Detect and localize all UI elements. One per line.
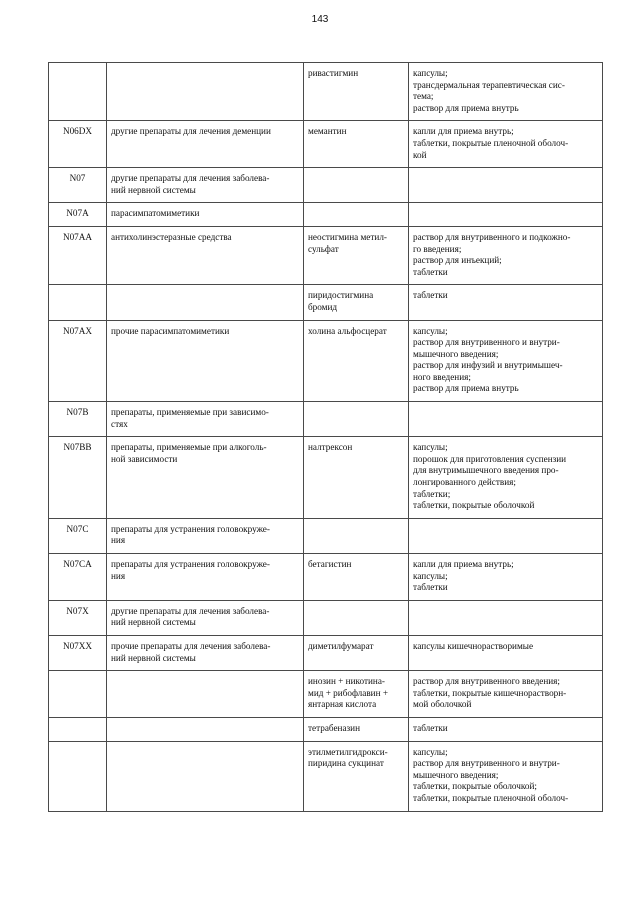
dosage-forms-cell: капсулы кишечнорастворимые xyxy=(409,635,603,670)
drug-name-cell: ривастигмин xyxy=(304,63,409,121)
atc-code-cell: N07CA xyxy=(49,554,107,601)
dosage-forms-cell: капсулы; раствор для внутривенного и внутри- мышечного введения; таблетки, покрытые оболочкой; таблетки, покрытые пленочной оболоч- xyxy=(409,741,603,811)
table-row xyxy=(49,63,603,121)
drug-name-cell xyxy=(304,518,409,553)
drug-name-cell xyxy=(304,402,409,437)
drug-name-cell xyxy=(304,168,409,203)
table-body xyxy=(49,63,603,812)
page-number: 143 xyxy=(311,14,329,25)
group-name-cell: другие препараты для лечения деменции xyxy=(107,121,304,168)
group-name-cell: препараты, применяемые при зависимо- стях xyxy=(107,402,304,437)
table-row xyxy=(49,554,603,601)
drug-name-cell: этилметилгидрокси- пиридина сукцинат xyxy=(304,741,409,811)
table-row xyxy=(49,671,603,718)
atc-code-cell: N07AA xyxy=(49,226,107,284)
table-row xyxy=(49,320,603,402)
drug-name-cell: бетагистин xyxy=(304,554,409,601)
group-name-cell: прочие парасимпатомиметики xyxy=(107,320,304,402)
drug-name-cell xyxy=(304,203,409,227)
group-name-cell: прочие препараты для лечения заболева- ний нервной системы xyxy=(107,635,304,670)
drug-name-cell: налтрексон xyxy=(304,437,409,519)
table-row xyxy=(49,168,603,203)
dosage-forms-cell: таблетки xyxy=(409,717,603,741)
atc-code-cell: N07 xyxy=(49,168,107,203)
group-name-cell xyxy=(107,717,304,741)
atc-code-cell: N06DX xyxy=(49,121,107,168)
group-name-cell xyxy=(107,285,304,320)
table-row xyxy=(49,741,603,811)
group-name-cell: парасимпатомиметики xyxy=(107,203,304,227)
atc-code-cell xyxy=(49,63,107,121)
atc-code-cell xyxy=(49,671,107,718)
dosage-forms-cell: таблетки xyxy=(409,285,603,320)
group-name-cell: препараты для устранения головокруже- ния xyxy=(107,554,304,601)
group-name-cell xyxy=(107,741,304,811)
dosage-forms-cell xyxy=(409,518,603,553)
dosage-forms-cell xyxy=(409,203,603,227)
dosage-forms-cell: капсулы; порошок для приготовления суспензии для внутримышечного введения про- лонгированного действия; таблетки; таблетки, покрытые оболочкой xyxy=(409,437,603,519)
drug-name-cell: неостигмина метил- сульфат xyxy=(304,226,409,284)
group-name-cell: антихолинэстеразные средства xyxy=(107,226,304,284)
group-name-cell: другие препараты для лечения заболева- ний нервной системы xyxy=(107,600,304,635)
dosage-forms-cell: капсулы; трансдермальная терапевтическая сис- тема; раствор для приема внутрь xyxy=(409,63,603,121)
atc-code-cell: N07XX xyxy=(49,635,107,670)
group-name-cell: другие препараты для лечения заболева- ний нервной системы xyxy=(107,168,304,203)
table-row xyxy=(49,437,603,519)
atc-code-cell: N07A xyxy=(49,203,107,227)
drug-name-cell: инозин + никотина- мид + рибофлавин + янтарная кислота xyxy=(304,671,409,718)
dosage-forms-cell xyxy=(409,168,603,203)
drug-name-cell: тетрабеназин xyxy=(304,717,409,741)
dosage-forms-cell xyxy=(409,402,603,437)
table-row xyxy=(49,226,603,284)
drug-name-cell: холина альфосцерат xyxy=(304,320,409,402)
dosage-forms-cell: капли для приема внутрь; капсулы; таблетки xyxy=(409,554,603,601)
drug-name-cell: мемантин xyxy=(304,121,409,168)
group-name-cell xyxy=(107,63,304,121)
group-name-cell xyxy=(107,671,304,718)
drug-name-cell: диметилфумарат xyxy=(304,635,409,670)
table-row xyxy=(49,635,603,670)
table-row xyxy=(49,285,603,320)
atc-code-cell: N07C xyxy=(49,518,107,553)
drug-name-cell: пиридостигмина бромид xyxy=(304,285,409,320)
dosage-forms-cell xyxy=(409,600,603,635)
atc-code-cell: N07AX xyxy=(49,320,107,402)
atc-code-cell: N07X xyxy=(49,600,107,635)
dosage-forms-cell: раствор для внутривенного введения; таблетки, покрытые кишечнорастворн- мой оболочкой xyxy=(409,671,603,718)
atc-code-cell xyxy=(49,285,107,320)
group-name-cell: препараты, применяемые при алкоголь- ной зависимости xyxy=(107,437,304,519)
drug-table xyxy=(48,62,603,812)
table-row xyxy=(49,600,603,635)
atc-code-cell xyxy=(49,741,107,811)
dosage-forms-cell: капсулы; раствор для внутривенного и внутри- мышечного введения; раствор для инфузий и внутримышеч- ного введения; раствор для приема внутрь xyxy=(409,320,603,402)
atc-code-cell xyxy=(49,717,107,741)
table-row xyxy=(49,121,603,168)
dosage-forms-cell: раствор для внутривенного и подкожно- го введения; раствор для инъекций; таблетки xyxy=(409,226,603,284)
atc-code-cell: N07BB xyxy=(49,437,107,519)
group-name-cell: препараты для устранения головокруже- ния xyxy=(107,518,304,553)
atc-code-cell: N07B xyxy=(49,402,107,437)
table-row xyxy=(49,203,603,227)
drug-name-cell xyxy=(304,600,409,635)
table-row xyxy=(49,717,603,741)
table-row xyxy=(49,402,603,437)
table-row xyxy=(49,518,603,553)
dosage-forms-cell: капли для приема внутрь; таблетки, покрытые пленочной оболоч- кой xyxy=(409,121,603,168)
